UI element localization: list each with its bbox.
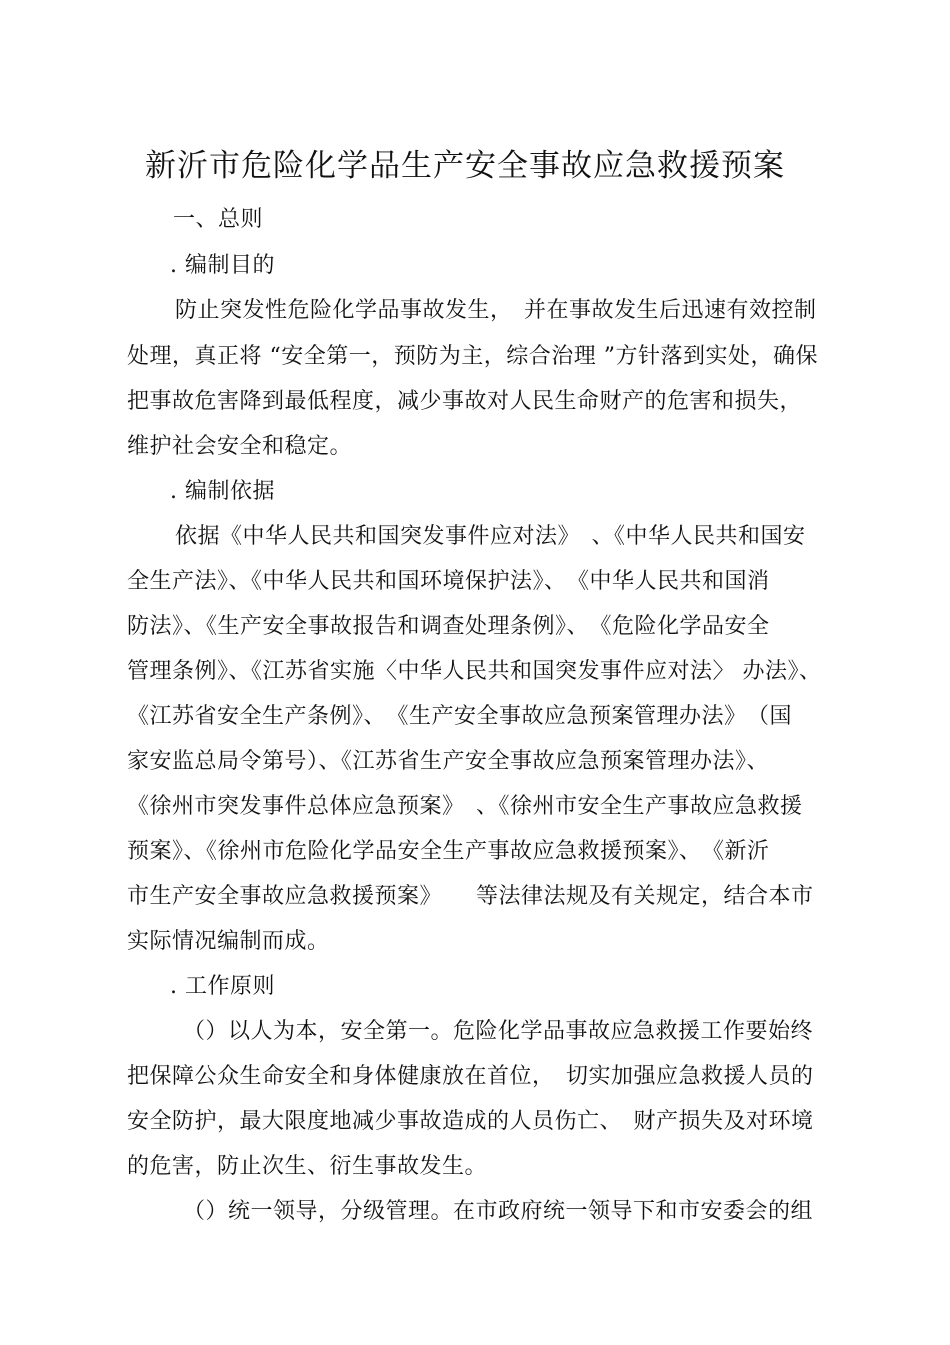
paragraph-line: 依据《中华人民共和国突发事件应对法》 、《中华人民共和国安 [175,524,806,549]
paragraph-line: 安全防护，最大限度地减少事故造成的人员伤亡、 财产损失及对环境 [127,1109,814,1134]
subheading-basis: . 编制依据 [170,479,275,504]
paragraph-line: 处理，真正将 “安全第一，预防为主，综合治理 ”方针落到实处，确保 [127,344,818,369]
paragraph-line: 防止突发性危险化学品事故发生， 并在事故发生后迅速有效控制 [175,298,817,323]
paragraph-line: 实际情况编制而成。 [127,929,330,954]
subheading-purpose: . 编制目的 [170,253,275,278]
paragraph-line: 的危害，防止次生、衍生事故发生。 [127,1154,488,1179]
subheading-principles: . 工作原则 [170,974,275,999]
paragraph-line: （）以人为本，安全第一。危险化学品事故应急救援工作要始终 [183,1019,814,1044]
paragraph-line: 全生产法》、《中华人民共和国环境保护法》、 《中华人民共和国消 [127,569,770,594]
paragraph-line: 市生产安全事故应急救援预案》 等法律法规及有关规定，结合本市 [127,884,814,909]
section-heading-general: 一、总则 [173,207,264,232]
paragraph-line: 家安监总局令第号）、《江苏省生产安全事故应急预案管理办法》、 [127,749,770,774]
paragraph-line: 管理条例》、《江苏省实施〈中华人民共和国突发事件应对法〉 办法》、 [127,659,822,684]
paragraph-line: （）统一领导，分级管理。在市政府统一领导下和市安委会的组 [183,1199,814,1224]
paragraph-line: 把保障公众生命安全和身体健康放在首位， 切实加强应急救援人员的 [127,1064,814,1089]
paragraph-line: 防法》、《生产安全事故报告和调查处理条例》、 《危险化学品安全 [127,614,770,639]
paragraph-line: 把事故危害降到最低程度，减少事故对人民生命财产的危害和损失， [127,389,803,414]
paragraph-line: 维护社会安全和稳定。 [127,434,353,459]
document-title: 新沂市危险化学品生产安全事故应急救援预案 [145,148,785,184]
paragraph-line: 《江苏省安全生产条例》、 《生产安全事故应急预案管理办法》 （国 [127,704,793,729]
paragraph-line: 《徐州市突发事件总体应急预案》 、《徐州市安全生产事故应急救援 [127,794,803,819]
paragraph-line: 预案》、《徐州市危险化学品安全生产事故应急救援预案》、 《新沂 [127,839,770,864]
